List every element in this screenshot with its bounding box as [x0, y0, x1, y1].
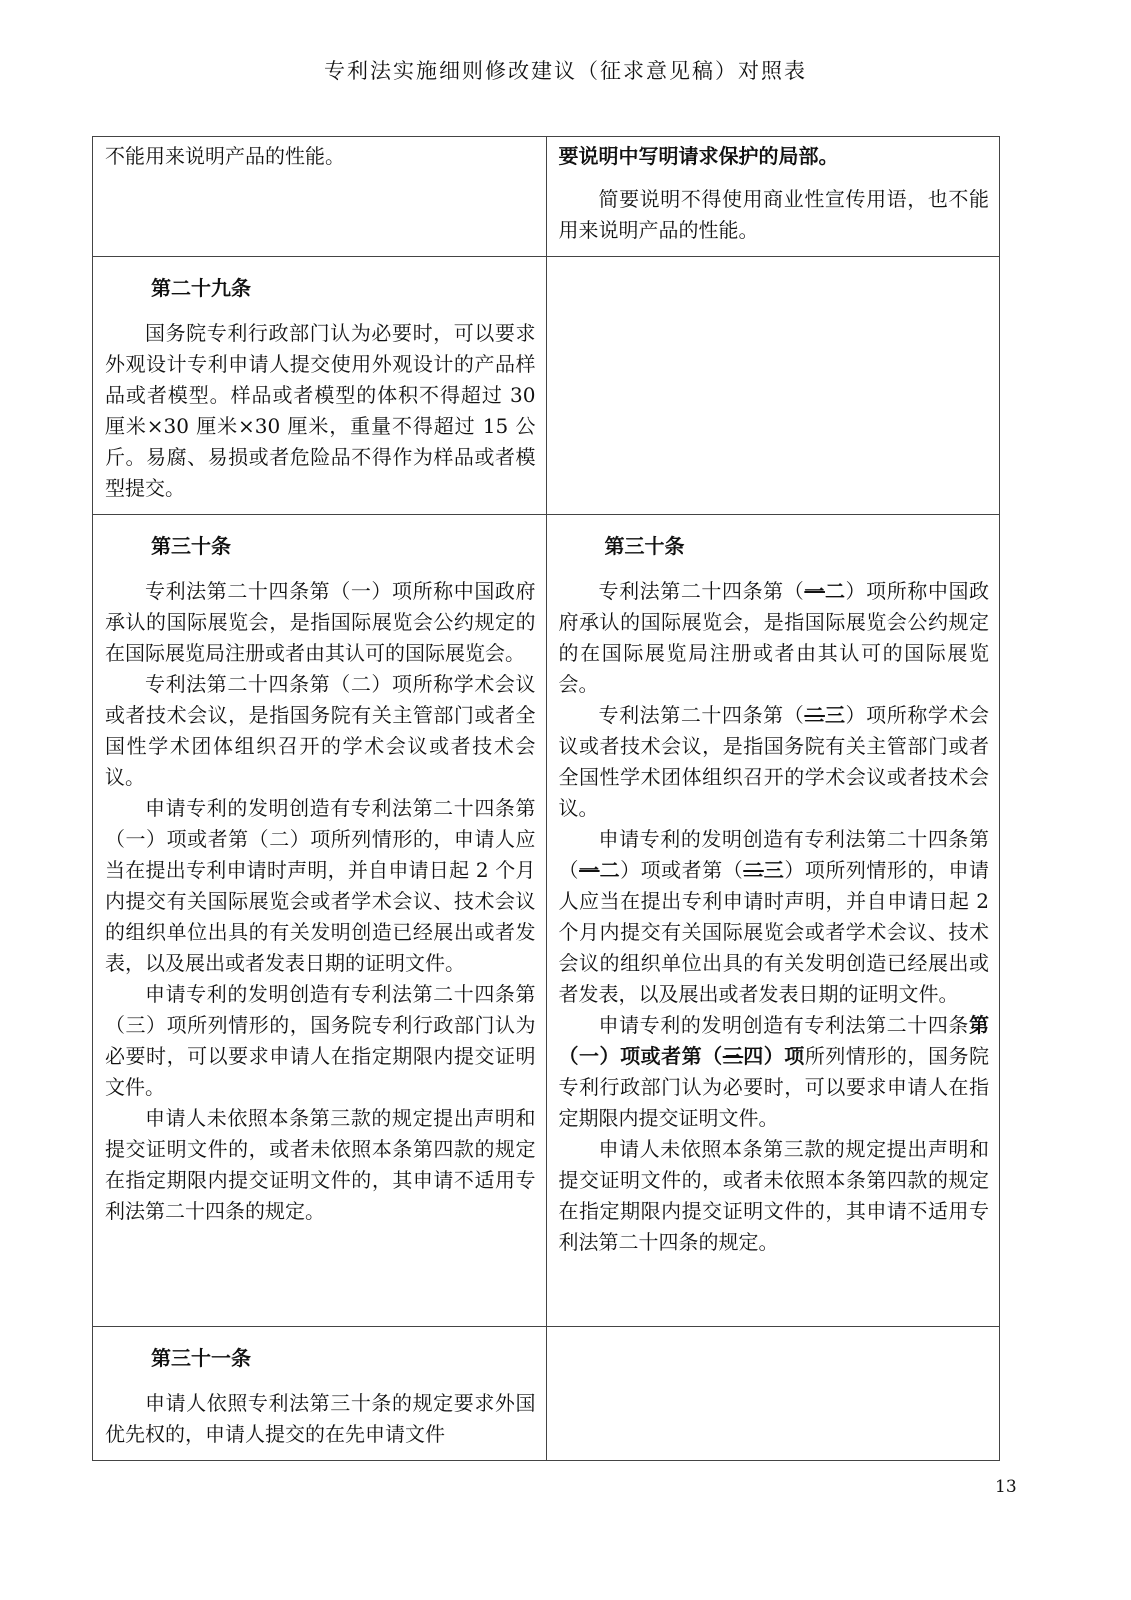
deleted-text: 三 — [722, 1044, 744, 1068]
deleted-text: 二 — [743, 858, 764, 882]
text-paragraph: 申请专利的发明创造有专利法第二十四条第（一）项或者第（二）项所列情形的，申请人应当在提出专利申请时声明，并自申请日起 2 个月内提交有关国际展览会或者学术会议、技术会议的组织单位出具的有关发明创造已经展出或者发表，以及展出或者发表日期的证明文件。 — [105, 796, 536, 975]
text-paragraph: 简要说明不得使用商业性宣传用语，也不能用来说明产品的性能。 — [558, 187, 989, 242]
text-run: ）项所列情形的，申请人应当在提出专利申请时声明，并自申请日起 2 个月内提交有关国际展览会或者学术会议、技术会议的组织单位出具的有关发明创造已经展出或者发表，以及展出或者发表日期的证明文件。 — [558, 858, 990, 1006]
text-run: ）项所称中国政府承认的国际展览会，是指国际展览会公约规定的在国际展览局注册或者由其认可的国际展览会。 — [558, 579, 990, 696]
text-paragraph: 不能用来说明产品的性能。 — [105, 144, 345, 168]
inserted-text: 二 — [824, 579, 846, 603]
article-title: 第三十一条 — [151, 1346, 251, 1370]
deleted-text: 一 — [804, 579, 825, 603]
text-paragraph: 申请人未依照本条第三款的规定提出声明和提交证明文件的，或者未依照本条第四款的规定在指定期限内提交证明文件的，其申请不适用专利法第二十四条的规定。 — [105, 1106, 536, 1223]
original-cell — [93, 515, 547, 1327]
text-run: 专利法第二十四条第（ — [598, 703, 805, 727]
inserted-text: 二 — [599, 858, 621, 882]
text-run: ）项或者第（ — [620, 858, 744, 882]
text-paragraph: 申请专利的发明创造有专利法第二十四条第（三）项所列情形的，国务院专利行政部门认为必要时，可以要求申请人在指定期限内提交证明文件。 — [105, 982, 536, 1099]
text-paragraph-bold: 要说明中写明请求保护的局部。 — [558, 144, 839, 168]
text-paragraph — [559, 576, 990, 700]
text-paragraph: 专利法第二十四条第（二）项所称学术会议或者技术会议，是指国务院有关主管部门或者全国性学术团体组织召开的学术会议或者技术会议。 — [105, 672, 536, 789]
page-header: 专利法实施细则修改建议（征求意见稿）对照表 — [324, 59, 807, 83]
inserted-text: 四）项 — [743, 1044, 805, 1068]
deleted-text: 二 — [804, 703, 825, 727]
text-paragraph: 专利法第二十四条第（一）项所称中国政府承认的国际展览会，是指国际展览会公约规定的在国际展览局注册或者由其认可的国际展览会。 — [105, 579, 536, 665]
article-title: 第三十条 — [151, 534, 231, 558]
text-paragraph — [559, 700, 990, 824]
text-paragraph: 国务院专利行政部门认为必要时，可以要求外观设计专利申请人提交使用外观设计的产品样品或者模型。样品或者模型的体积不得超过 30 厘米×30 厘米×30 厘米，重量不得超过 15 公斤。易腐、易损或者危险品不得作为样品或者模型提交。 — [105, 321, 536, 500]
table-row — [93, 137, 1000, 257]
table-row — [93, 1327, 1000, 1461]
page-number: 13 — [995, 1477, 1017, 1497]
inserted-text: 第（一）项或者第（ — [558, 1013, 989, 1068]
original-cell — [93, 137, 547, 257]
revised-cell-empty — [546, 1327, 1000, 1461]
original-cell — [93, 1327, 547, 1461]
text-run: 所列情形的，国务院专利行政部门认为必要时，可以要求申请人在指定期限内提交证明文件。 — [558, 1044, 990, 1130]
text-run: 申请专利的发明创造有专利法第二十四条第（ — [558, 827, 989, 882]
revised-cell-empty — [546, 257, 1000, 515]
deleted-text: 一 — [579, 858, 600, 882]
text-run: 申请专利的发明创造有专利法第二十四条 — [598, 1013, 969, 1037]
original-cell — [93, 257, 547, 515]
text-run: ）项所称学术会议或者技术会议，是指国务院有关主管部门或者全国性学术团体组织召开的学术会议或者技术会议。 — [558, 703, 990, 820]
comparison-table — [92, 136, 1000, 1461]
revised-cell — [546, 137, 1000, 257]
text-paragraph: 申请人依照专利法第三十条的规定要求外国优先权的，申请人提交的在先申请文件 — [105, 1391, 536, 1446]
inserted-text: 三 — [763, 858, 785, 882]
inserted-text: 三 — [824, 703, 846, 727]
article-title: 第二十九条 — [151, 276, 251, 300]
text-paragraph — [559, 1010, 990, 1134]
text-run: 专利法第二十四条第（ — [598, 579, 805, 603]
text-paragraph — [559, 824, 990, 1010]
revised-cell — [546, 515, 1000, 1327]
table-row — [93, 257, 1000, 515]
article-title: 第三十条 — [604, 534, 685, 558]
text-paragraph: 申请人未依照本条第三款的规定提出声明和提交证明文件的，或者未依照本条第四款的规定在指定期限内提交证明文件的，其申请不适用专利法第二十四条的规定。 — [558, 1137, 989, 1254]
table-row — [93, 515, 1000, 1327]
